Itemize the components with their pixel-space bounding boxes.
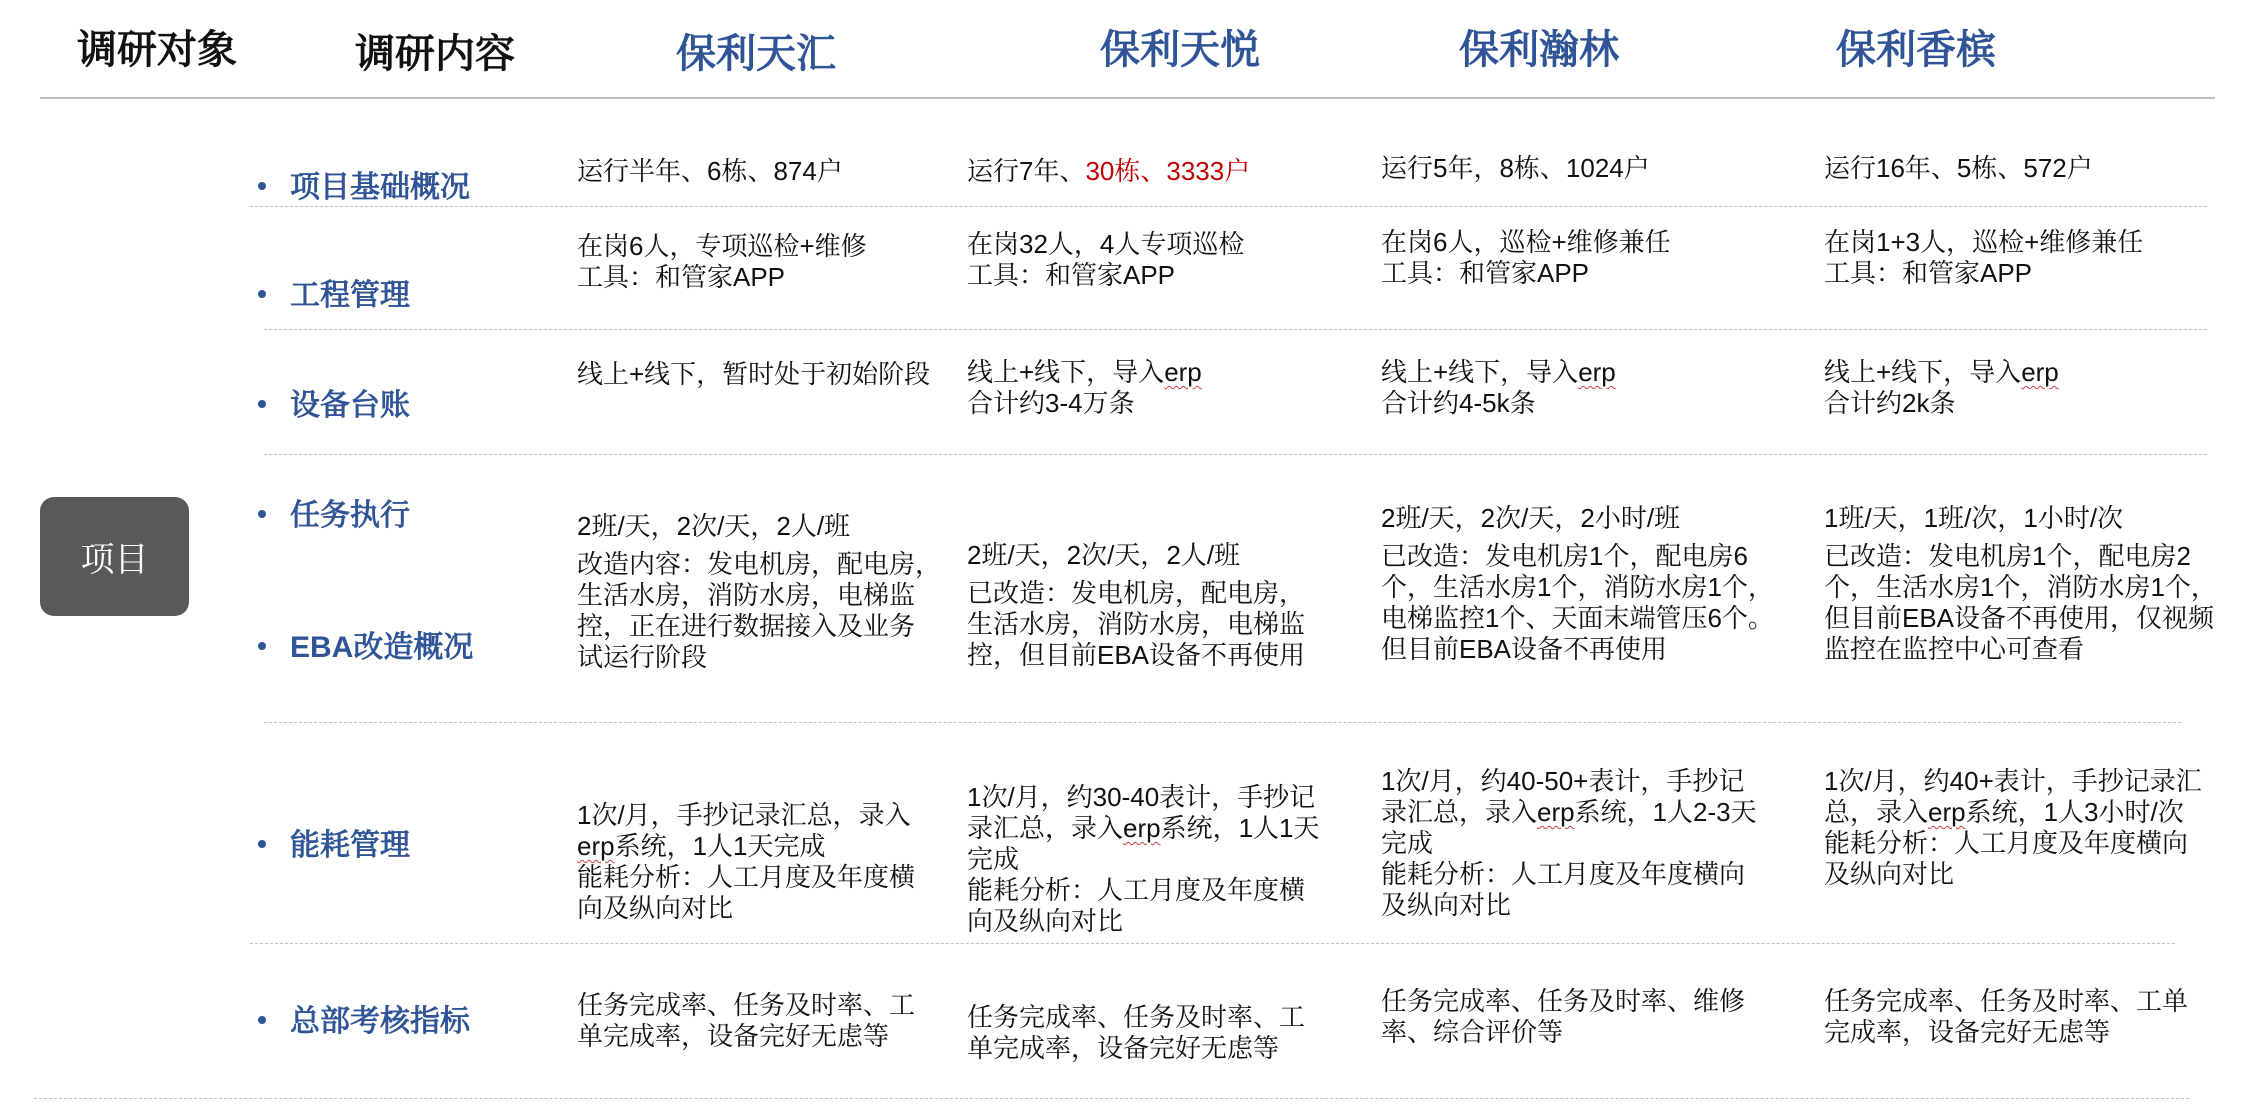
cell-task-eba-2: 2班/天，2次/天，2人/班 已改造：发电机房，配电房， 生活水房，消防水房，电梯监 控，但目前EBA设备不再使用 [967, 540, 1306, 670]
cell-ledger-1: 线上+线下，暂时处于初始阶段 [577, 359, 931, 389]
row-label-text: 设备台账 [290, 389, 410, 422]
cell-kpi-2: 任务完成率、任务及时率、工 单完成率，设备完好无虑等 [967, 1002, 1306, 1063]
bullet-icon [258, 290, 266, 298]
header-project-2: 保利天悦 [1100, 28, 1260, 72]
cell-energy-3: 1次/月，约40-50+表计，手抄记 录汇总，录入erp系统，1人2-3天 完成 能耗分析：人工月度及年度横向 及纵向对比 [1381, 766, 1757, 920]
row-label-text: 任务执行 [290, 499, 410, 532]
row-divider [34, 1098, 2189, 1099]
header-subject: 调研对象 [77, 28, 237, 72]
cell-ledger-3: 线上+线下，导入erp 合计约4-5k条 [1381, 357, 1616, 418]
cell-basic-3: 运行5年，8栋、1024户 [1381, 153, 1650, 183]
cell-kpi-1: 任务完成率、任务及时率、工 单完成率，设备完好无虑等 [577, 990, 916, 1051]
bullet-icon [258, 400, 266, 408]
row-divider [250, 943, 2175, 944]
row-divider [264, 454, 2207, 455]
row-label-eba [258, 622, 473, 666]
row-label-ledger [258, 380, 410, 424]
header-divider [40, 97, 2215, 99]
cell-energy-2: 1次/月，约30-40表计，手抄记 录汇总，录入erp系统，1人1天 完成 能耗分析：人工月度及年度横 向及纵向对比 [967, 782, 1320, 936]
cell-task-eba-1: 2班/天，2次/天，2人/班 改造内容：发电机房，配电房， 生活水房，消防水房，电梯监 控，正在进行数据接入及业务 试运行阶段 [577, 511, 942, 672]
bullet-icon [258, 182, 266, 190]
subject-label: 项目 [80, 541, 149, 579]
row-label-kpi [258, 996, 470, 1040]
cell-task-eba-3: 2班/天，2次/天，2小时/班 已改造：发电机房1个，配电房6 个，生活水房1个，消防水房1个， 电梯监控1个、天面末端管压6个。 但目前EBA设备不再使用 [1381, 503, 1774, 664]
cell-basic-1: 运行半年、6栋、874户 [577, 156, 843, 186]
cell-task-eba-4: 1班/天，1班/次，1小时/次 已改造：发电机房1个，配电房2 个，生活水房1个，消防水房1个， 但目前EBA设备不再使用，仅视频 监控在监控中心可查看 [1824, 503, 2217, 664]
bullet-icon [258, 1016, 266, 1024]
cell-engineering-1: 在岗6人，专项巡检+维修 工具：和管家APP [577, 231, 867, 292]
row-divider [264, 329, 2207, 330]
row-label-text: 能耗管理 [290, 829, 410, 862]
row-label-task [258, 490, 410, 534]
row-label-text: EBA改造概况 [290, 631, 474, 664]
cell-energy-4: 1次/月，约40+表计，手抄记录汇 总，录入erp系统，1人3小时/次 能耗分析：人工月度及年度横向 及纵向对比 [1824, 766, 2202, 889]
cell-engineering-3: 在岗6人，巡检+维修兼任 工具：和管家APP [1381, 227, 1671, 288]
cell-basic-2: 运行7年、30栋、3333户 [967, 156, 1251, 186]
row-label-engineering [258, 270, 410, 314]
highlight-text: 30栋、3333户 [1085, 156, 1251, 186]
cell-ledger-2: 线上+线下，导入erp 合计约3-4万条 [967, 357, 1202, 418]
cell-ledger-4: 线上+线下，导入erp 合计约2k条 [1824, 357, 2059, 418]
cell-kpi-4: 任务完成率、任务及时率、工单 完成率，设备完好无虑等 [1824, 986, 2189, 1047]
row-divider [264, 722, 2181, 723]
row-label-text: 工程管理 [290, 279, 410, 312]
subject-box [40, 497, 189, 616]
cell-kpi-3: 任务完成率、任务及时率、维修 率、综合评价等 [1381, 986, 1746, 1047]
row-label-basic [258, 162, 470, 206]
cell-basic-4: 运行16年、5栋、572户 [1824, 153, 2093, 183]
row-label-text: 项目基础概况 [290, 171, 470, 204]
row-label-text: 总部考核指标 [290, 1005, 470, 1038]
bullet-icon [258, 510, 266, 518]
cell-engineering-2: 在岗32人，4人专项巡检 工具：和管家APP [967, 229, 1245, 290]
bullet-icon [258, 642, 266, 650]
bullet-icon [258, 840, 266, 848]
row-divider [250, 206, 2207, 207]
header-project-1: 保利天汇 [676, 32, 836, 76]
header-project-4: 保利香槟 [1836, 28, 1996, 72]
row-label-energy [258, 820, 410, 864]
header-content: 调研内容 [355, 32, 515, 76]
cell-energy-1: 1次/月，手抄记录汇总，录入 erp系统，1人1天完成 能耗分析：人工月度及年度横 向及纵向对比 [577, 800, 916, 923]
header-project-3: 保利瀚林 [1459, 28, 1619, 72]
cell-engineering-4: 在岗1+3人，巡检+维修兼任 工具：和管家APP [1824, 227, 2144, 288]
